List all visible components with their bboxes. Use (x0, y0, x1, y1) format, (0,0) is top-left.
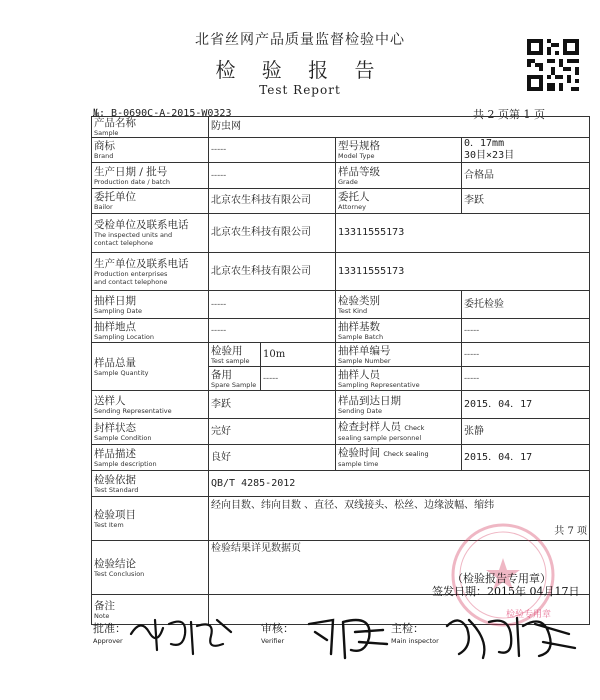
issue-date: 签发日期：2015年 04月17日 (432, 585, 580, 598)
check-time-label: 检验时间 (338, 447, 380, 459)
row-quantity-test (92, 343, 590, 367)
inspected-company: 北京农生科技有限公司 (209, 214, 336, 253)
test-kind-label-en: Test Kind (338, 306, 368, 315)
test-item-value: 经向目数、纬向目数 、直径、双线接头、松丝、边缘波幅、缩纬 (211, 500, 495, 511)
qr-code-icon (527, 39, 579, 91)
quantity-label-en: Sample Quantity (94, 368, 149, 377)
spare-sample-label-en: Spare Sample (211, 380, 257, 389)
seal-person-label-en: sealing sample personnel (338, 434, 422, 442)
model-label: 型号规格 (338, 140, 380, 152)
verifier-label-cn: 审核： (261, 622, 294, 635)
sending-rep-label-en: Sending Representative (94, 406, 172, 415)
sample-label: 产品名称 (94, 117, 136, 129)
row-description (92, 445, 590, 471)
test-item-label-en: Test Item (94, 520, 124, 529)
grade-label: 样品等级 (338, 165, 380, 178)
stamp-text: 检验专用章 (506, 610, 552, 620)
sampling-rep-label-en: Sampling Representative (338, 380, 420, 389)
sampling-location-label-en: Sampling Location (94, 332, 154, 341)
inspector-label-cn: 主检： (391, 622, 424, 635)
quantity-label: 样品总量 (94, 356, 136, 369)
standard-label-en: Test Standard (94, 485, 139, 494)
row-sampling-location (92, 319, 590, 343)
sampling-location-value: ----- (209, 319, 336, 343)
description-label: 样品描述 (94, 447, 136, 460)
brand-label-en: Brand (94, 152, 114, 160)
approver-label-en: Approver (93, 637, 123, 645)
sending-rep-value: 李跃 (209, 391, 336, 419)
spare-sample-value: ----- (261, 367, 336, 391)
conclusion-value: 检验结果详见数据页 (209, 541, 590, 595)
row-bailor (92, 189, 590, 214)
enterprise-label-en1: Production enterprises (94, 269, 168, 278)
report-subtitle: Test Report (259, 83, 341, 97)
row-sample (92, 117, 590, 138)
model-value-1: 0．17mm (464, 138, 505, 149)
organization-name: 北省丝网产品质量监督检验中心 (195, 32, 405, 48)
row-standard (92, 471, 590, 497)
note-label-en: Note (94, 611, 110, 620)
sampling-date-label-en: Sampling Date (94, 306, 143, 315)
inspector-signature-icon (439, 612, 579, 662)
inspected-label-en2: contact telephone (94, 239, 154, 247)
attorney-value: 李跃 (462, 189, 590, 214)
verifier-signature-icon (303, 614, 393, 662)
production-label-en: Production date / batch (94, 177, 170, 186)
sampling-date-value: ----- (209, 291, 336, 319)
sample-label-en: Sample (94, 129, 119, 137)
sample-batch-value: ----- (462, 319, 590, 343)
enterprise-label-en2: and contact telephone (94, 277, 168, 286)
grade-label-en: Grade (338, 177, 358, 186)
bailor-label-en: Bailor (94, 203, 113, 211)
test-sample-label-en: Test sample (211, 356, 250, 365)
model-value-2: 30目×23目 (464, 150, 515, 161)
note-label: 备注 (94, 599, 115, 612)
description-value: 良好 (209, 445, 336, 471)
row-brand (92, 138, 590, 163)
inspected-label: 受检单位及联系电话 (94, 219, 189, 231)
approver-signature-icon (127, 614, 237, 658)
production-value: ----- (209, 163, 336, 189)
attorney-label: 委托人 (338, 191, 370, 203)
inspected-label-en1: The inspected units and (94, 231, 173, 239)
brand-value: ----- (209, 138, 336, 163)
seal-person-label-en-a: Check (404, 424, 425, 432)
sampling-date-label: 抽样日期 (94, 294, 136, 307)
condition-label-en: Sample Condition (94, 433, 152, 442)
seal-person-label: 检查封样人员 (338, 421, 401, 433)
approver-label (93, 623, 126, 647)
sample-number-value: ----- (462, 343, 590, 367)
report-title: 检 验 报 告 (215, 58, 385, 82)
spare-sample-label: 备用 (211, 368, 232, 381)
report-number: №: B-0690C-A-2015-W0323 (93, 108, 232, 119)
condition-value: 完好 (209, 419, 336, 445)
test-item-count: 共 7 项 (554, 526, 587, 537)
sending-date-value: 2015．04．17 (462, 391, 590, 419)
bailor-value: 北京农生科技有限公司 (209, 189, 336, 214)
verifier-label (261, 623, 294, 647)
sample-number-label: 抽样单编号 (338, 344, 391, 357)
row-production (92, 163, 590, 189)
sample-batch-label: 抽样基数 (338, 320, 380, 333)
inspector-label (391, 623, 439, 647)
enterprise-phone: 13311555173 (336, 253, 590, 291)
sampling-rep-label: 抽样人员 (338, 368, 380, 381)
sample-value: 防虫网 (209, 117, 590, 138)
attorney-label-en: Attorney (338, 203, 366, 211)
standard-value: QB/T 4285-2012 (209, 471, 590, 497)
sampling-rep-value: ----- (462, 367, 590, 391)
inspected-phone: 13311555173 (336, 214, 590, 253)
test-sample-value: 10m (261, 343, 336, 367)
sample-number-label-en: Sample Number (338, 356, 391, 365)
row-inspected (92, 214, 590, 253)
conclusion-label-en: Test Conclusion (94, 569, 145, 578)
stamp-label: （检验报告专用章） (452, 572, 551, 585)
test-item-label: 检验项目 (94, 508, 136, 521)
test-kind-value: 委托检验 (462, 291, 590, 319)
grade-value: 合格品 (462, 163, 590, 189)
description-label-en: Sample description (94, 459, 157, 468)
production-label: 生产日期 / 批号 (94, 165, 168, 178)
check-time-label-en: sample time (338, 460, 379, 468)
conclusion-label: 检验结论 (94, 557, 136, 570)
inspector-label-en: Main inspector (391, 637, 439, 645)
row-condition (92, 419, 590, 445)
test-kind-label: 检验类别 (338, 294, 380, 307)
brand-label: 商标 (94, 140, 115, 152)
row-sending (92, 391, 590, 419)
test-sample-label: 检验用 (211, 344, 243, 357)
verifier-label-en: Verifier (261, 637, 285, 645)
sampling-location-label: 抽样地点 (94, 320, 136, 333)
enterprise-label: 生产单位及联系电话 (94, 257, 189, 270)
approver-label-cn: 批准： (93, 622, 126, 635)
page-info: 共 2 页第 1 页 (473, 108, 545, 121)
enterprise-company: 北京农生科技有限公司 (209, 253, 336, 291)
standard-label: 检验依据 (94, 473, 136, 486)
model-label-en: Model Type (338, 152, 375, 160)
check-time-value: 2015．04．17 (462, 445, 590, 471)
row-enterprise (92, 253, 590, 291)
sample-batch-label-en: Sample Batch (338, 332, 384, 341)
signature-row (91, 620, 589, 660)
sending-rep-label: 送样人 (94, 394, 126, 407)
bailor-label: 委托单位 (94, 191, 136, 203)
check-time-label-en-a: Check sealing (383, 450, 429, 458)
row-sampling-date (92, 291, 590, 319)
condition-label: 封样状态 (94, 421, 136, 434)
seal-person-value: 张静 (462, 419, 590, 445)
sending-date-label-en: Sending Date (338, 406, 383, 415)
sending-date-label: 样品到达日期 (338, 394, 401, 407)
